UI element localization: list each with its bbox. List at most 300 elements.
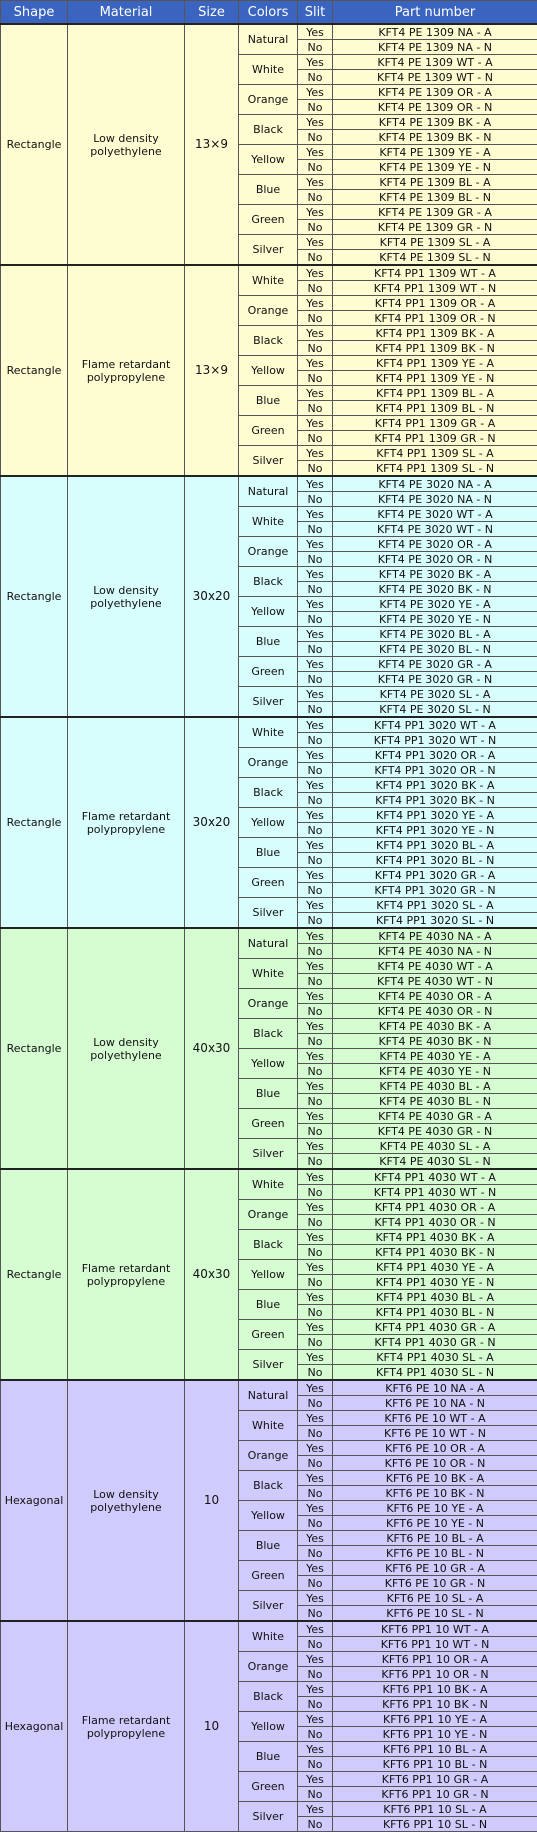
- color-cell: Black: [239, 1471, 298, 1501]
- part-number-cell: KFT4 PP1 4030 SL - A: [333, 1350, 537, 1365]
- size-cell: 40x30: [185, 928, 239, 1169]
- part-number-cell: KFT4 PE 4030 YE - A: [333, 1049, 537, 1064]
- part-number-cell: KFT4 PP1 3020 OR - A: [333, 748, 537, 763]
- part-number-cell: KFT4 PE 4030 BK - N: [333, 1034, 537, 1049]
- material-cell: Low density polyethylene: [68, 928, 185, 1169]
- header-material: Material: [68, 1, 185, 25]
- part-number-cell: KFT4 PE 4030 NA - A: [333, 928, 537, 944]
- part-number-cell: KFT4 PP1 1309 GR - N: [333, 431, 537, 446]
- size-cell: 13×9: [185, 24, 239, 265]
- part-number-cell: KFT6 PP1 10 SL - N: [333, 1817, 537, 1832]
- slit-cell: Yes: [298, 868, 333, 883]
- part-number-cell: KFT4 PP1 1309 OR - N: [333, 311, 537, 326]
- slit-cell: No: [298, 431, 333, 446]
- part-number-cell: KFT6 PP1 10 WT - N: [333, 1637, 537, 1652]
- slit-cell: Yes: [298, 898, 333, 913]
- slit-cell: No: [298, 1426, 333, 1441]
- shape-cell: Rectangle: [1, 1169, 68, 1380]
- part-number-cell: KFT4 PE 3020 YE - N: [333, 612, 537, 627]
- slit-cell: Yes: [298, 657, 333, 672]
- slit-cell: Yes: [298, 1772, 333, 1787]
- slit-cell: Yes: [298, 446, 333, 461]
- table-row: [1, 717, 537, 733]
- part-number-cell: KFT4 PP1 4030 GR - N: [333, 1335, 537, 1350]
- header-size: Size: [185, 1, 239, 25]
- color-cell: Blue: [239, 1531, 298, 1561]
- color-cell: Black: [239, 1682, 298, 1712]
- color-cell: Green: [239, 205, 298, 235]
- slit-cell: No: [298, 853, 333, 868]
- part-number-cell: KFT6 PE 10 NA - A: [333, 1380, 537, 1396]
- slit-cell: Yes: [298, 1139, 333, 1154]
- table-header: [1, 1, 537, 25]
- color-cell: Silver: [239, 1350, 298, 1381]
- part-number-cell: KFT4 PP1 3020 GR - N: [333, 883, 537, 898]
- part-number-cell: KFT4 PE 1309 NA - A: [333, 24, 537, 40]
- slit-cell: Yes: [298, 115, 333, 130]
- slit-cell: No: [298, 1817, 333, 1832]
- color-cell: Green: [239, 1561, 298, 1591]
- slit-cell: No: [298, 281, 333, 296]
- part-number-cell: KFT6 PP1 10 YE - A: [333, 1712, 537, 1727]
- material-cell: Low density polyethylene: [68, 476, 185, 717]
- part-number-cell: KFT4 PP1 1309 SL - N: [333, 461, 537, 477]
- slit-cell: Yes: [298, 687, 333, 702]
- part-number-cell: KFT4 PP1 1309 YE - N: [333, 371, 537, 386]
- slit-cell: No: [298, 1365, 333, 1381]
- part-number-cell: KFT6 PP1 10 OR - N: [333, 1667, 537, 1682]
- color-cell: Green: [239, 1772, 298, 1802]
- slit-cell: Yes: [298, 1320, 333, 1335]
- part-number-cell: KFT6 PE 10 BK - N: [333, 1486, 537, 1501]
- header-part-number: Part number: [333, 1, 537, 25]
- part-number-cell: KFT4 PP1 3020 BK - N: [333, 793, 537, 808]
- part-number-cell: KFT4 PE 4030 BL - A: [333, 1079, 537, 1094]
- color-cell: Yellow: [239, 356, 298, 386]
- slit-cell: No: [298, 1757, 333, 1772]
- slit-cell: Yes: [298, 627, 333, 642]
- slit-cell: No: [298, 1546, 333, 1561]
- slit-cell: Yes: [298, 356, 333, 371]
- part-number-cell: KFT4 PE 1309 SL - A: [333, 235, 537, 250]
- color-cell: White: [239, 959, 298, 989]
- color-cell: Silver: [239, 1802, 298, 1832]
- color-cell: Blue: [239, 1079, 298, 1109]
- color-cell: Green: [239, 1109, 298, 1139]
- part-number-cell: KFT6 PP1 10 GR - A: [333, 1772, 537, 1787]
- slit-cell: No: [298, 100, 333, 115]
- part-number-cell: KFT4 PE 4030 GR - A: [333, 1109, 537, 1124]
- color-cell: Black: [239, 567, 298, 597]
- part-number-cell: KFT4 PE 1309 BL - N: [333, 190, 537, 205]
- slit-cell: Yes: [298, 1169, 333, 1185]
- slit-cell: No: [298, 40, 333, 55]
- slit-cell: Yes: [298, 1531, 333, 1546]
- color-cell: White: [239, 55, 298, 85]
- part-number-cell: KFT6 PP1 10 BL - A: [333, 1742, 537, 1757]
- color-cell: Black: [239, 326, 298, 356]
- part-number-cell: KFT4 PP1 3020 YE - A: [333, 808, 537, 823]
- color-cell: Green: [239, 868, 298, 898]
- slit-cell: No: [298, 582, 333, 597]
- slit-cell: No: [298, 913, 333, 929]
- slit-cell: No: [298, 642, 333, 657]
- header-colors: Colors: [239, 1, 298, 25]
- color-cell: Silver: [239, 446, 298, 477]
- part-number-cell: KFT6 PE 10 SL - A: [333, 1591, 537, 1606]
- slit-cell: No: [298, 612, 333, 627]
- slit-cell: Yes: [298, 1742, 333, 1757]
- slit-cell: Yes: [298, 748, 333, 763]
- part-number-cell: KFT4 PE 4030 WT - N: [333, 974, 537, 989]
- part-number-cell: KFT4 PP1 3020 WT - A: [333, 717, 537, 733]
- part-number-cell: KFT4 PP1 3020 SL - N: [333, 913, 537, 929]
- slit-cell: Yes: [298, 1802, 333, 1817]
- part-number-cell: KFT4 PE 3020 BK - N: [333, 582, 537, 597]
- part-number-cell: KFT4 PE 4030 SL - N: [333, 1154, 537, 1170]
- material-cell: Flame retardant polypropylene: [68, 1621, 185, 1832]
- color-cell: Blue: [239, 627, 298, 657]
- material-cell: Low density polyethylene: [68, 1380, 185, 1621]
- size-cell: 10: [185, 1621, 239, 1832]
- part-number-cell: KFT4 PP1 3020 WT - N: [333, 733, 537, 748]
- part-number-cell: KFT4 PP1 4030 GR - A: [333, 1320, 537, 1335]
- slit-cell: No: [298, 1396, 333, 1411]
- color-cell: Blue: [239, 386, 298, 416]
- slit-cell: No: [298, 883, 333, 898]
- size-cell: 30x20: [185, 476, 239, 717]
- slit-cell: No: [298, 702, 333, 718]
- part-number-cell: KFT4 PE 3020 WT - A: [333, 507, 537, 522]
- shape-cell: Rectangle: [1, 928, 68, 1169]
- part-number-cell: KFT4 PE 3020 WT - N: [333, 522, 537, 537]
- part-number-cell: KFT4 PE 3020 OR - A: [333, 537, 537, 552]
- color-cell: Natural: [239, 1380, 298, 1411]
- slit-cell: Yes: [298, 476, 333, 492]
- material-cell: Flame retardant polypropylene: [68, 717, 185, 928]
- slit-cell: Yes: [298, 928, 333, 944]
- slit-cell: No: [298, 1576, 333, 1591]
- slit-cell: Yes: [298, 1230, 333, 1245]
- slit-cell: No: [298, 1667, 333, 1682]
- part-number-cell: KFT4 PE 4030 GR - N: [333, 1124, 537, 1139]
- material-cell: Low density polyethylene: [68, 24, 185, 265]
- color-cell: Blue: [239, 838, 298, 868]
- part-number-cell: KFT6 PE 10 SL - N: [333, 1606, 537, 1622]
- slit-cell: Yes: [298, 55, 333, 70]
- color-cell: Green: [239, 657, 298, 687]
- color-cell: Blue: [239, 175, 298, 205]
- part-number-cell: KFT6 PP1 10 OR - A: [333, 1652, 537, 1667]
- part-number-cell: KFT4 PP1 4030 YE - N: [333, 1275, 537, 1290]
- slit-cell: No: [298, 160, 333, 175]
- size-cell: 30x20: [185, 717, 239, 928]
- part-number-cell: KFT4 PP1 4030 OR - A: [333, 1200, 537, 1215]
- color-cell: Silver: [239, 1139, 298, 1170]
- slit-cell: Yes: [298, 175, 333, 190]
- slit-cell: No: [298, 793, 333, 808]
- color-cell: Black: [239, 1230, 298, 1260]
- part-number-cell: KFT6 PE 10 NA - N: [333, 1396, 537, 1411]
- table-row: [1, 476, 537, 492]
- part-number-cell: KFT4 PP1 1309 BK - N: [333, 341, 537, 356]
- slit-cell: Yes: [298, 1471, 333, 1486]
- slit-cell: No: [298, 1305, 333, 1320]
- part-number-cell: KFT4 PE 3020 SL - N: [333, 702, 537, 718]
- part-number-cell: KFT4 PE 4030 SL - A: [333, 1139, 537, 1154]
- part-number-cell: KFT6 PP1 10 WT - A: [333, 1621, 537, 1637]
- slit-cell: No: [298, 733, 333, 748]
- color-cell: Orange: [239, 1441, 298, 1471]
- part-number-cell: KFT4 PE 4030 BL - N: [333, 1094, 537, 1109]
- part-number-cell: KFT6 PE 10 BL - A: [333, 1531, 537, 1546]
- slit-cell: No: [298, 70, 333, 85]
- part-number-cell: KFT4 PE 1309 WT - N: [333, 70, 537, 85]
- color-cell: Black: [239, 115, 298, 145]
- slit-cell: Yes: [298, 989, 333, 1004]
- slit-cell: Yes: [298, 838, 333, 853]
- part-number-cell: KFT4 PP1 4030 OR - N: [333, 1215, 537, 1230]
- slit-cell: No: [298, 763, 333, 778]
- slit-cell: No: [298, 1034, 333, 1049]
- slit-cell: Yes: [298, 597, 333, 612]
- material-cell: Flame retardant polypropylene: [68, 1169, 185, 1380]
- color-cell: Orange: [239, 296, 298, 326]
- slit-cell: Yes: [298, 1109, 333, 1124]
- table-row: [1, 1169, 537, 1185]
- slit-cell: Yes: [298, 1411, 333, 1426]
- part-number-cell: KFT4 PE 4030 OR - A: [333, 989, 537, 1004]
- table-row: [1, 24, 537, 40]
- header-slit: Slit: [298, 1, 333, 25]
- color-cell: Orange: [239, 537, 298, 567]
- part-number-cell: KFT4 PP1 4030 BK - A: [333, 1230, 537, 1245]
- part-number-cell: KFT4 PE 3020 BL - A: [333, 627, 537, 642]
- color-cell: Yellow: [239, 1712, 298, 1742]
- slit-cell: No: [298, 1004, 333, 1019]
- color-cell: Green: [239, 1320, 298, 1350]
- size-cell: 10: [185, 1380, 239, 1621]
- part-number-cell: KFT6 PE 10 GR - N: [333, 1576, 537, 1591]
- part-number-cell: KFT6 PE 10 BK - A: [333, 1471, 537, 1486]
- slit-cell: No: [298, 1697, 333, 1712]
- color-cell: Yellow: [239, 1260, 298, 1290]
- shape-cell: Rectangle: [1, 476, 68, 717]
- slit-cell: Yes: [298, 85, 333, 100]
- material-cell: Flame retardant polypropylene: [68, 265, 185, 476]
- slit-cell: No: [298, 130, 333, 145]
- slit-cell: No: [298, 1064, 333, 1079]
- part-number-cell: KFT6 PP1 10 YE - N: [333, 1727, 537, 1742]
- slit-cell: No: [298, 1154, 333, 1170]
- header-row: [1, 1, 537, 25]
- part-number-cell: KFT4 PE 1309 BL - A: [333, 175, 537, 190]
- part-number-cell: KFT4 PE 1309 GR - N: [333, 220, 537, 235]
- slit-cell: No: [298, 552, 333, 567]
- part-number-cell: KFT4 PP1 4030 YE - A: [333, 1260, 537, 1275]
- part-number-cell: KFT4 PE 3020 GR - N: [333, 672, 537, 687]
- slit-cell: Yes: [298, 326, 333, 341]
- part-number-cell: KFT4 PE 3020 SL - A: [333, 687, 537, 702]
- slit-cell: Yes: [298, 1049, 333, 1064]
- table-row: [1, 265, 537, 281]
- color-cell: Black: [239, 778, 298, 808]
- slit-cell: No: [298, 1245, 333, 1260]
- slit-cell: Yes: [298, 1561, 333, 1576]
- table-row: [1, 1380, 537, 1396]
- part-number-cell: KFT4 PE 3020 YE - A: [333, 597, 537, 612]
- slit-cell: No: [298, 220, 333, 235]
- slit-cell: Yes: [298, 778, 333, 793]
- slit-cell: Yes: [298, 717, 333, 733]
- slit-cell: No: [298, 1275, 333, 1290]
- color-cell: Natural: [239, 928, 298, 959]
- slit-cell: Yes: [298, 959, 333, 974]
- table-row: [1, 1621, 537, 1637]
- slit-cell: Yes: [298, 1591, 333, 1606]
- slit-cell: Yes: [298, 808, 333, 823]
- part-number-cell: KFT6 PE 10 OR - A: [333, 1441, 537, 1456]
- part-number-cell: KFT4 PE 1309 GR - A: [333, 205, 537, 220]
- slit-cell: Yes: [298, 1079, 333, 1094]
- slit-cell: Yes: [298, 1380, 333, 1396]
- slit-cell: Yes: [298, 1712, 333, 1727]
- part-number-cell: KFT4 PE 4030 YE - N: [333, 1064, 537, 1079]
- color-cell: White: [239, 1621, 298, 1652]
- slit-cell: No: [298, 944, 333, 959]
- slit-cell: Yes: [298, 1501, 333, 1516]
- shape-cell: Hexagonal: [1, 1621, 68, 1832]
- slit-cell: Yes: [298, 1290, 333, 1305]
- part-number-cell: KFT4 PP1 4030 WT - N: [333, 1185, 537, 1200]
- part-number-cell: KFT6 PE 10 YE - N: [333, 1516, 537, 1531]
- part-number-cell: KFT6 PP1 10 BK - A: [333, 1682, 537, 1697]
- part-number-cell: KFT4 PE 1309 BK - A: [333, 115, 537, 130]
- slit-cell: Yes: [298, 567, 333, 582]
- color-cell: Orange: [239, 1652, 298, 1682]
- slit-cell: No: [298, 522, 333, 537]
- part-number-cell: KFT4 PE 4030 OR - N: [333, 1004, 537, 1019]
- slit-cell: Yes: [298, 1260, 333, 1275]
- slit-cell: Yes: [298, 265, 333, 281]
- slit-cell: No: [298, 250, 333, 266]
- part-number-cell: KFT4 PE 1309 BK - N: [333, 130, 537, 145]
- part-number-cell: KFT4 PP1 3020 BK - A: [333, 778, 537, 793]
- part-number-cell: KFT4 PE 3020 NA - N: [333, 492, 537, 507]
- slit-cell: No: [298, 1486, 333, 1501]
- slit-cell: No: [298, 1516, 333, 1531]
- part-number-cell: KFT4 PE 3020 NA - A: [333, 476, 537, 492]
- slit-cell: No: [298, 1637, 333, 1652]
- size-cell: 40x30: [185, 1169, 239, 1380]
- part-number-cell: KFT4 PE 4030 BK - A: [333, 1019, 537, 1034]
- slit-cell: Yes: [298, 537, 333, 552]
- part-number-cell: KFT4 PP1 4030 BL - A: [333, 1290, 537, 1305]
- color-cell: Green: [239, 416, 298, 446]
- part-number-cell: KFT4 PP1 1309 YE - A: [333, 356, 537, 371]
- slit-cell: No: [298, 1185, 333, 1200]
- slit-cell: Yes: [298, 145, 333, 160]
- part-number-cell: KFT6 PE 10 YE - A: [333, 1501, 537, 1516]
- part-number-cell: KFT4 PP1 1309 WT - A: [333, 265, 537, 281]
- part-number-cell: KFT4 PE 1309 WT - A: [333, 55, 537, 70]
- color-cell: White: [239, 717, 298, 748]
- part-number-cell: KFT6 PP1 10 GR - N: [333, 1787, 537, 1802]
- part-number-cell: KFT6 PE 10 OR - N: [333, 1456, 537, 1471]
- slit-cell: Yes: [298, 235, 333, 250]
- part-number-cell: KFT4 PE 1309 OR - N: [333, 100, 537, 115]
- part-number-cell: KFT4 PP1 1309 SL - A: [333, 446, 537, 461]
- slit-cell: Yes: [298, 205, 333, 220]
- part-number-cell: KFT4 PE 1309 YE - N: [333, 160, 537, 175]
- color-cell: Yellow: [239, 1049, 298, 1079]
- table-row: [1, 928, 537, 944]
- table-body: [1, 24, 537, 1832]
- part-number-cell: KFT4 PP1 1309 GR - A: [333, 416, 537, 431]
- size-cell: 13×9: [185, 265, 239, 476]
- part-number-cell: KFT6 PP1 10 SL - A: [333, 1802, 537, 1817]
- slit-cell: No: [298, 190, 333, 205]
- color-cell: Orange: [239, 85, 298, 115]
- part-number-cell: KFT6 PE 10 WT - A: [333, 1411, 537, 1426]
- color-cell: Silver: [239, 898, 298, 929]
- color-cell: White: [239, 265, 298, 296]
- part-number-cell: KFT4 PP1 1309 BL - N: [333, 401, 537, 416]
- part-number-cell: KFT4 PE 3020 BK - A: [333, 567, 537, 582]
- part-number-cell: KFT4 PP1 3020 YE - N: [333, 823, 537, 838]
- part-number-cell: KFT6 PE 10 GR - A: [333, 1561, 537, 1576]
- part-number-cell: KFT4 PE 1309 OR - A: [333, 85, 537, 100]
- part-number-cell: KFT6 PP1 10 BK - N: [333, 1697, 537, 1712]
- color-cell: Natural: [239, 476, 298, 507]
- slit-cell: No: [298, 672, 333, 687]
- part-number-cell: KFT6 PE 10 BL - N: [333, 1546, 537, 1561]
- part-number-cell: KFT4 PP1 3020 BL - N: [333, 853, 537, 868]
- color-cell: Yellow: [239, 808, 298, 838]
- shape-cell: Rectangle: [1, 265, 68, 476]
- part-number-cell: KFT4 PP1 1309 BL - A: [333, 386, 537, 401]
- part-number-cell: KFT4 PP1 4030 SL - N: [333, 1365, 537, 1381]
- part-number-cell: KFT4 PP1 4030 WT - A: [333, 1169, 537, 1185]
- part-number-cell: KFT4 PP1 4030 BK - N: [333, 1245, 537, 1260]
- slit-cell: Yes: [298, 386, 333, 401]
- header-shape: Shape: [1, 1, 68, 25]
- slit-cell: Yes: [298, 24, 333, 40]
- part-number-cell: KFT4 PP1 1309 BK - A: [333, 326, 537, 341]
- part-number-cell: KFT4 PP1 4030 BL - N: [333, 1305, 537, 1320]
- part-number-cell: KFT4 PP1 3020 OR - N: [333, 763, 537, 778]
- color-cell: Silver: [239, 235, 298, 266]
- shape-cell: Rectangle: [1, 24, 68, 265]
- part-number-cell: KFT6 PP1 10 BL - N: [333, 1757, 537, 1772]
- part-number-cell: KFT4 PE 1309 YE - A: [333, 145, 537, 160]
- color-cell: Black: [239, 1019, 298, 1049]
- slit-cell: No: [298, 492, 333, 507]
- slit-cell: No: [298, 974, 333, 989]
- part-number-cell: KFT4 PP1 3020 BL - A: [333, 838, 537, 853]
- color-cell: Orange: [239, 1200, 298, 1230]
- slit-cell: No: [298, 311, 333, 326]
- color-cell: Silver: [239, 687, 298, 718]
- color-cell: Silver: [239, 1591, 298, 1622]
- slit-cell: Yes: [298, 1621, 333, 1637]
- part-number-cell: KFT4 PP1 1309 OR - A: [333, 296, 537, 311]
- slit-cell: Yes: [298, 1200, 333, 1215]
- part-number-cell: KFT4 PE 3020 GR - A: [333, 657, 537, 672]
- slit-cell: No: [298, 1727, 333, 1742]
- slit-cell: No: [298, 1215, 333, 1230]
- shape-cell: Rectangle: [1, 717, 68, 928]
